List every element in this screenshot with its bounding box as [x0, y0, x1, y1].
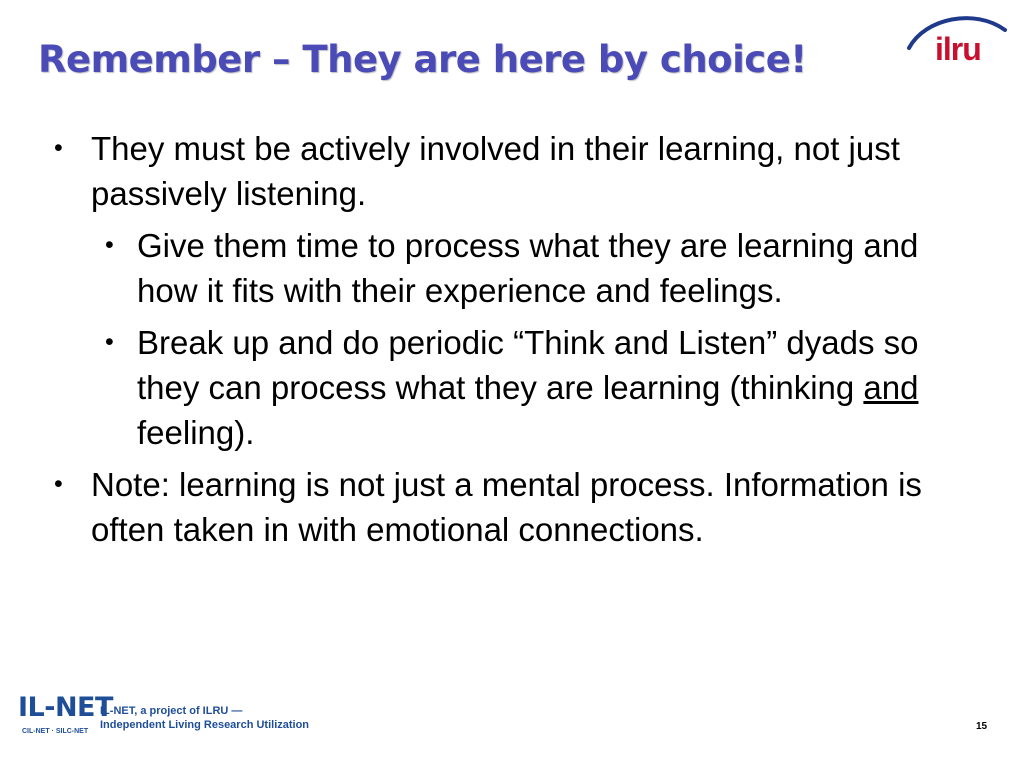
footer-description [100, 704, 309, 732]
slide-title: Remember – They are here by choice! [38, 38, 807, 81]
bullet-2 [54, 462, 984, 552]
svg-text:ilru: ilru [935, 31, 981, 67]
subbullet-2 [54, 320, 984, 455]
page-number: 15 [976, 721, 988, 732]
footer-line-1: IL-NET, a project of ILRU — [100, 705, 243, 717]
subbullet-1 [54, 223, 984, 313]
bullet-dot: • [105, 328, 114, 356]
subbullet-2-text-end: feeling). [137, 414, 255, 451]
footer-line-2: Independent Living Research Utilization [100, 719, 310, 731]
subbullet-1-text: Give them time to process what they are learning and how it fits with their experience and feelings. [137, 227, 919, 309]
bullet-dot: • [54, 470, 63, 498]
bullet-2-text: Note: learning is not just a mental process. Information is often taken in with emotional connections. [91, 466, 922, 548]
il-net-wordmark: IL-NET [18, 692, 113, 723]
subbullet-2-text-start: Break up and do periodic “Think and Listen” dyads so they can process what they are learning (thinking [137, 324, 919, 406]
ilru-logo [905, 8, 1009, 78]
bullet-dot: • [54, 134, 63, 162]
bullet-1 [54, 126, 984, 216]
bullet-1-text: They must be actively involved in their learning, not just passively listening. [91, 130, 900, 212]
subbullet-2-underlined: and [863, 369, 919, 406]
bullet-dot: • [105, 231, 114, 259]
il-net-subtext: CIL-NET · SILC-NET [22, 728, 89, 735]
slide-body [54, 126, 984, 552]
